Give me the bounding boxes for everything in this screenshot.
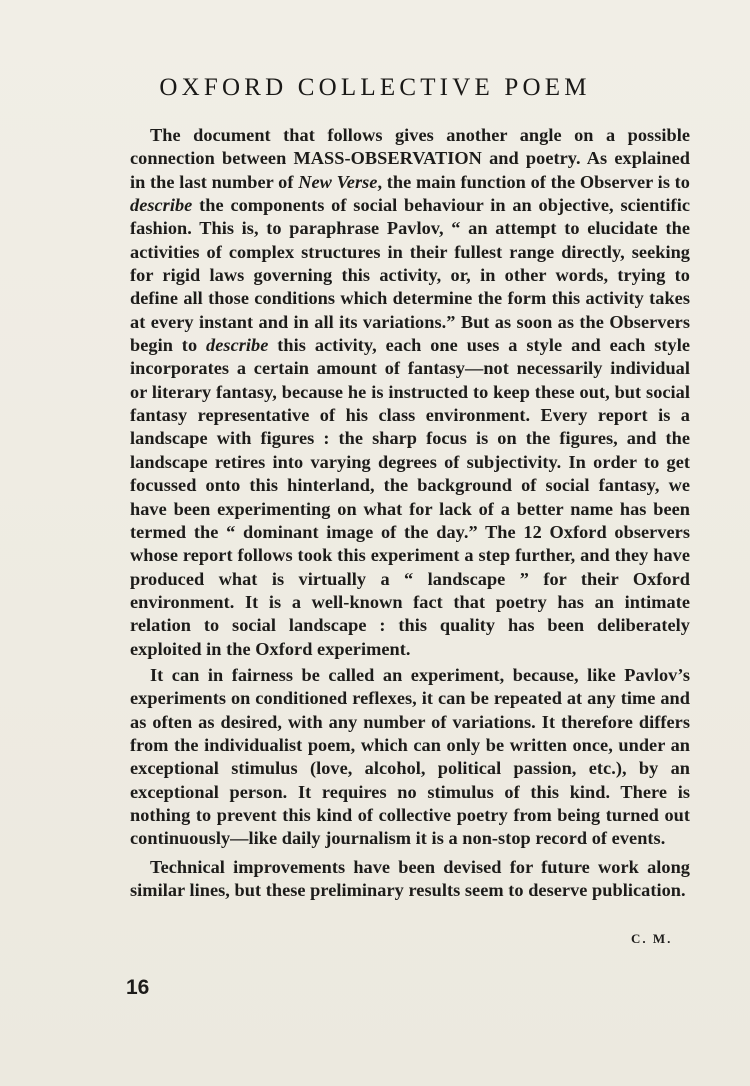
paragraph-1-italic-describe: describe [130,195,193,216]
article-body [130,124,690,902]
page-number: 16 [126,976,150,999]
paragraph-3 [130,856,690,903]
paragraph-1-segment: The document that follows gives another angle on a possible connection between MASS-OBSERVATION and poetry. As explained in the last number of [130,125,690,192]
paragraph-1-segment: the components of social behaviour in an objective, scientific fashion. This is, to paraphrase Pavlov, “ an attempt to elucidate the activities of complex structures in their fullest range directly, seeking for rigid laws governing this activity, or, in other words, trying to define all those conditions which determine the form this activity takes at every instant and in all its variations.” But as soon as the Observers begin to [130,195,690,356]
paragraph-2 [130,664,690,851]
author-signature: C. M. [631,931,673,946]
paragraph-2-segment: It can in fairness be called an experiment, because, like Pavlov’s experiments on conditioned reflexes, it can be repeated at any time and as often as desired, with any number of variations. It therefore differs from the individualist poem, which can only be written once, under an exceptional stimulus (love, alcohol, political passion, etc.), by an exceptional person. It requires no stimulus of this kind. There is nothing to prevent this kind of collective poetry from being turned out continuously—like daily journalism it is a non-stop record of events. [130,664,690,849]
paragraph-1-segment: , the main function of the Observer is to [377,171,690,192]
paragraph-3-segment: Technical improvements have been devised for future work along similar lines, but these preliminary results seem to deserve publication. [130,856,690,900]
paragraph-1-italic-new-verse: New Verse [298,171,378,192]
paragraph-1-segment: this activity, each one uses a style and each style incorporates a certain amount of fantasy—not necessarily individual or literary fantasy, because he is instructed to keep these out, but social fantasy representative of his class environment. Every report is a landscape with figures : the sharp focus is on the figures, and the landscape retires into varying degrees of subjectivity. In order to get focussed onto this hinterland, the background of social fantasy, we have been experimenting on what for lack of a better name has been termed the “ dominant image of the day.” The 12 Oxford observers whose report follows took this experiment a step further, and they have produced what is virtually a “ landscape ” for their Oxford environment. It is a well-known fact that poetry has an intimate relation to social landscape : this quality has been deliberately exploited in the Oxford experiment. [130,335,690,659]
paragraph-1-italic-describe: describe [206,335,269,356]
paragraph-1 [130,124,690,661]
page-title: OXFORD COLLECTIVE POEM [159,74,591,101]
